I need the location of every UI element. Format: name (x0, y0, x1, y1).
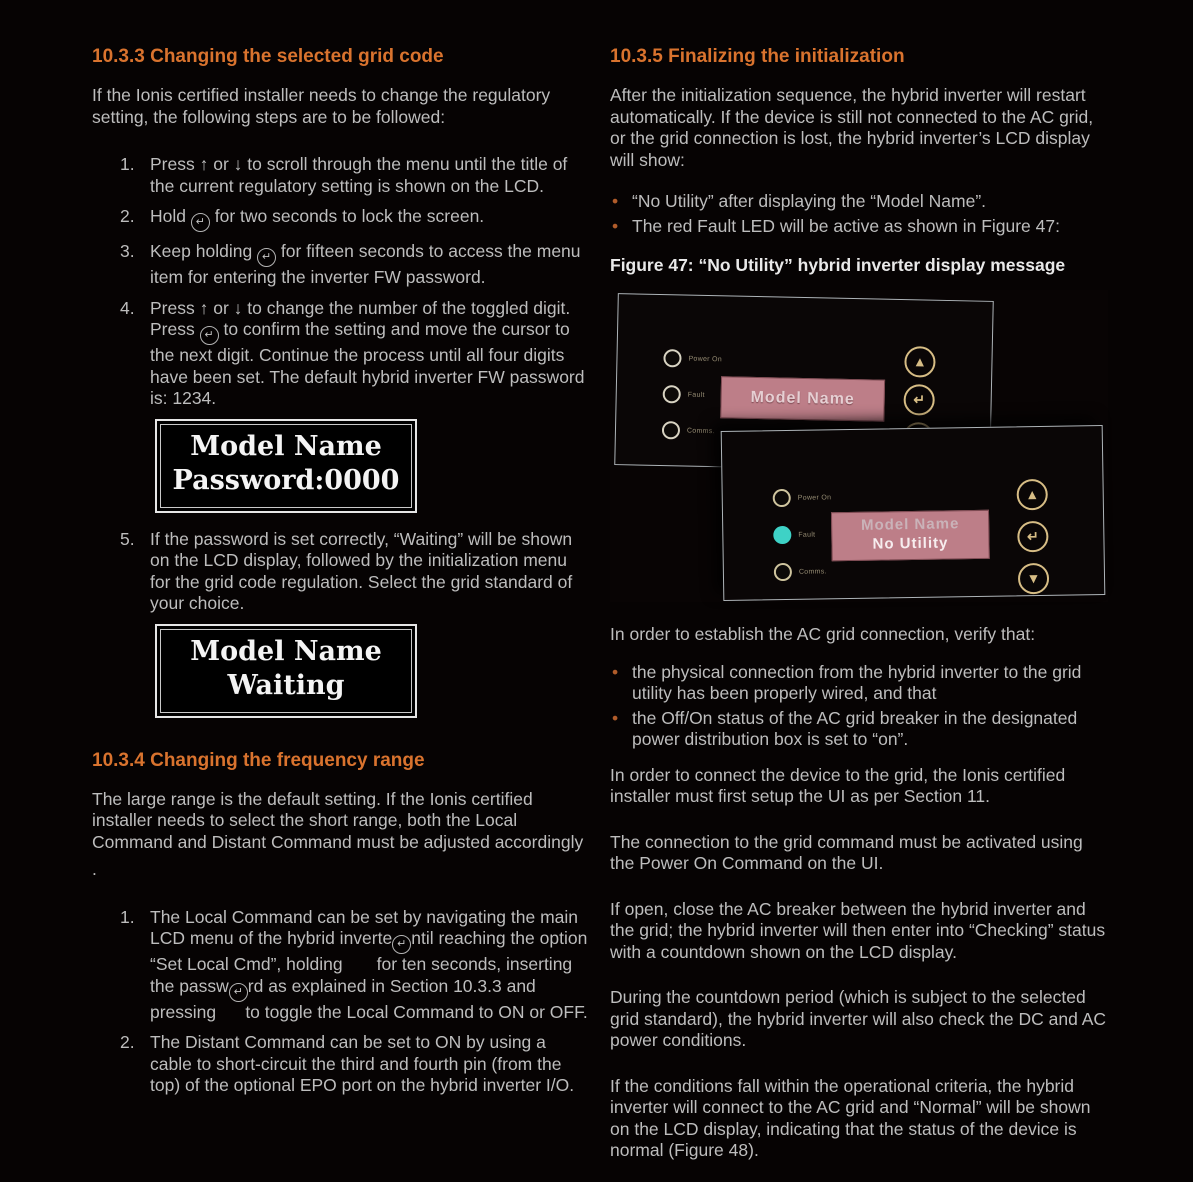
step-number: 1. (120, 154, 135, 174)
enter-button (903, 384, 935, 416)
step-number: 2. (120, 206, 135, 226)
power-on-led (773, 488, 832, 507)
led-indicator-icon (774, 563, 792, 581)
list-item (610, 662, 1108, 705)
list-item (92, 529, 590, 615)
step-number: 1. (120, 906, 135, 927)
up-arrow-icon: ▲ (912, 353, 928, 370)
enter-key-icon: ↵ (392, 935, 411, 954)
lcd-screen-line1: Model Name (860, 515, 960, 534)
step-text: Press ↑ or ↓ to scroll through the menu until the title of the current regulatory setting is shown on the LCD. (150, 154, 568, 196)
led-label: Comms. (686, 427, 715, 435)
step-text: Hold ↵ for two seconds to lock the screen. (150, 206, 590, 232)
paragraph-close-breaker: If open, close the AC breaker between the hybrid inverter and the grid; the hybrid inverter will then enter into “Checking” status with a countdown shown on the LCD display. (610, 898, 1106, 962)
lcd-screen (720, 376, 885, 421)
section-10-3-4-steps (92, 907, 590, 1097)
section-10-3-5-intro: After the initialization sequence, the hybrid inverter will restart automatically. If the device is still not connected to the AC grid, or the grid connection is lost, the hybrid inverter’s LCD display will show: (610, 85, 1094, 170)
step-number: 4. (120, 297, 135, 318)
section-10-3-3-intro: If the Ionis certified installer needs to change the regulatory setting, the following steps are to be followed: (92, 85, 551, 127)
enter-key-icon: ↵ (913, 391, 926, 408)
paragraph-normal-status: If the conditions fall within the operational criteria, the hybrid inverter will connect to the AC grid and “Normal” will be shown on the LCD display, indicating that the status of the device is normal (Figure 48). (610, 1075, 1091, 1160)
down-arrow-button (1018, 563, 1049, 594)
section-10-3-3-steps (92, 154, 590, 410)
led-indicator-icon (663, 385, 681, 403)
list-item (610, 216, 1108, 238)
step-number: 3. (120, 241, 135, 261)
step-text: If the password is set correctly, “Waiting” will be shown on the LCD display, followed by the initialization menu for the grid code regulation. Select the grid standard of your choice. (150, 528, 573, 613)
list-item (92, 206, 590, 232)
bullet-text: the Off/On status of the AC grid breaker in the designated power distribution box is set to “on”. (632, 707, 1078, 749)
lcd-screen-line2: No Utility (872, 534, 949, 553)
paragraph-connect-device: In order to connect the device to the grid, the Ionis certified installer must first setup the UI as per Section 11. (610, 764, 1066, 806)
enter-button (1017, 521, 1048, 552)
bullet-text: “No Utility” after displaying the “Model Name”. (632, 191, 987, 211)
paragraph-establish-grid: In order to establish the AC grid connection, verify that: (610, 624, 1036, 644)
section-heading-10-3-4: 10.3.4 Changing the frequency range (92, 749, 425, 771)
lcd-screen-text: Model Name (750, 388, 855, 409)
led-label: Comms. (798, 567, 827, 576)
enter-key-icon: ↵ (229, 983, 248, 1002)
paragraph-grid-command: The connection to the grid command must be activated using the Power On Command on the UI. (610, 831, 1083, 873)
bullet-text: The red Fault LED will be active as shown in Figure 47: (632, 215, 1060, 236)
step-text: The Distant Command can be set to ON by using a cable to short-circuit the third and fourth pin (from the top) of the optional EPO port on the hybrid inverter I/O. (150, 1032, 575, 1095)
bullet-dot: • (612, 215, 619, 236)
enter-key-icon: ↵ (200, 326, 219, 345)
lcd-display-password (155, 419, 417, 513)
lcd-line-model-name: Model Name (190, 635, 382, 667)
list-item (92, 241, 590, 289)
fault-led-active (773, 526, 815, 545)
power-on-led (663, 349, 722, 368)
list-item (92, 907, 590, 1024)
bullet-dot: • (612, 191, 619, 211)
led-indicator-icon (663, 349, 681, 367)
lcd-line-model-name: Model Name (190, 430, 382, 462)
step-text: Press ↑ or ↓ to change the number of the toggled digit. Press ↵ to confirm the setting and move the cursor to the next digit. Continue the process until all four digits have been set. The default hybrid inverter FW password is: 1234. (150, 297, 585, 408)
led-label: Fault (687, 391, 705, 399)
up-arrow-icon: ▲ (1025, 486, 1040, 503)
paragraph-countdown: During the countdown period (which is subject to the selected grid standard), the hybrid inverter will also check the DC and AC power conditions. (610, 987, 1107, 1050)
left-column (92, 46, 590, 1106)
lcd-display-waiting (155, 624, 417, 718)
step-text: Keep holding ↵ for fifteen seconds to access the menu item for entering the inverter FW password. (150, 241, 581, 287)
list-item (610, 191, 1108, 213)
section-10-3-4-intro: The large range is the default setting. If the Ionis certified installer needs to select the short range, both the Local Command and Distant Command must be adjusted accordingly (92, 788, 584, 852)
step-text: The Local Command can be set by navigating the main LCD menu of the hybrid inverte ↵ ntil reaching the option “Set Local Cmd”, holding for ten seconds, inserting the passw ↵ rd as explained in Section 10.3.3 and pressing to toggle the Local Command to ON or OFF. (150, 906, 588, 1022)
enter-key-icon: ↵ (1026, 528, 1039, 545)
stray-period: . (92, 859, 97, 879)
grid-verify-bullets (610, 662, 1108, 751)
lcd-line-password: Password:0000 (172, 464, 400, 496)
enter-key-icon: ↵ (191, 213, 210, 232)
lcd-display-text (160, 424, 412, 508)
comms-led (774, 562, 827, 581)
led-indicator-icon (773, 489, 791, 507)
lcd-screen (831, 510, 990, 561)
led-indicator-on-icon (773, 526, 791, 544)
led-label: Power On (688, 355, 723, 363)
led-label: Power On (797, 493, 832, 502)
enter-key-icon: ↵ (257, 248, 276, 267)
lcd-display-text (160, 629, 412, 713)
step-number: 5. (120, 528, 135, 549)
figure-47-caption: Figure 47: “No Utility” hybrid inverter display message (610, 255, 1066, 275)
section-heading-10-3-3: 10.3.3 Changing the selected grid code (92, 46, 444, 67)
right-column (610, 46, 1108, 1182)
list-item (92, 154, 590, 197)
bullet-dot: • (612, 707, 619, 728)
inverter-panel-front (721, 425, 1106, 601)
comms-led (662, 421, 715, 440)
led-indicator-icon (662, 421, 680, 439)
bullet-dot: • (612, 661, 619, 682)
list-item (92, 298, 590, 410)
led-label: Fault (798, 531, 816, 539)
fault-led (663, 385, 705, 404)
list-item (610, 708, 1108, 751)
figure-47-image (610, 290, 1108, 602)
up-arrow-button (1016, 479, 1047, 510)
section-10-3-5-bullets (610, 191, 1108, 237)
bullet-text: the physical connection from the hybrid inverter to the grid utility has been properly wired, and that (632, 661, 1082, 703)
lcd-line-waiting: Waiting (227, 669, 345, 701)
down-arrow-icon: ▼ (1026, 570, 1041, 587)
up-arrow-button (904, 346, 936, 378)
list-item (92, 1032, 590, 1097)
section-heading-10-3-5: 10.3.5 Finalizing the initialization (610, 46, 905, 67)
step-number: 2. (120, 1032, 135, 1052)
section-10-3-3-steps-cont (92, 529, 590, 615)
